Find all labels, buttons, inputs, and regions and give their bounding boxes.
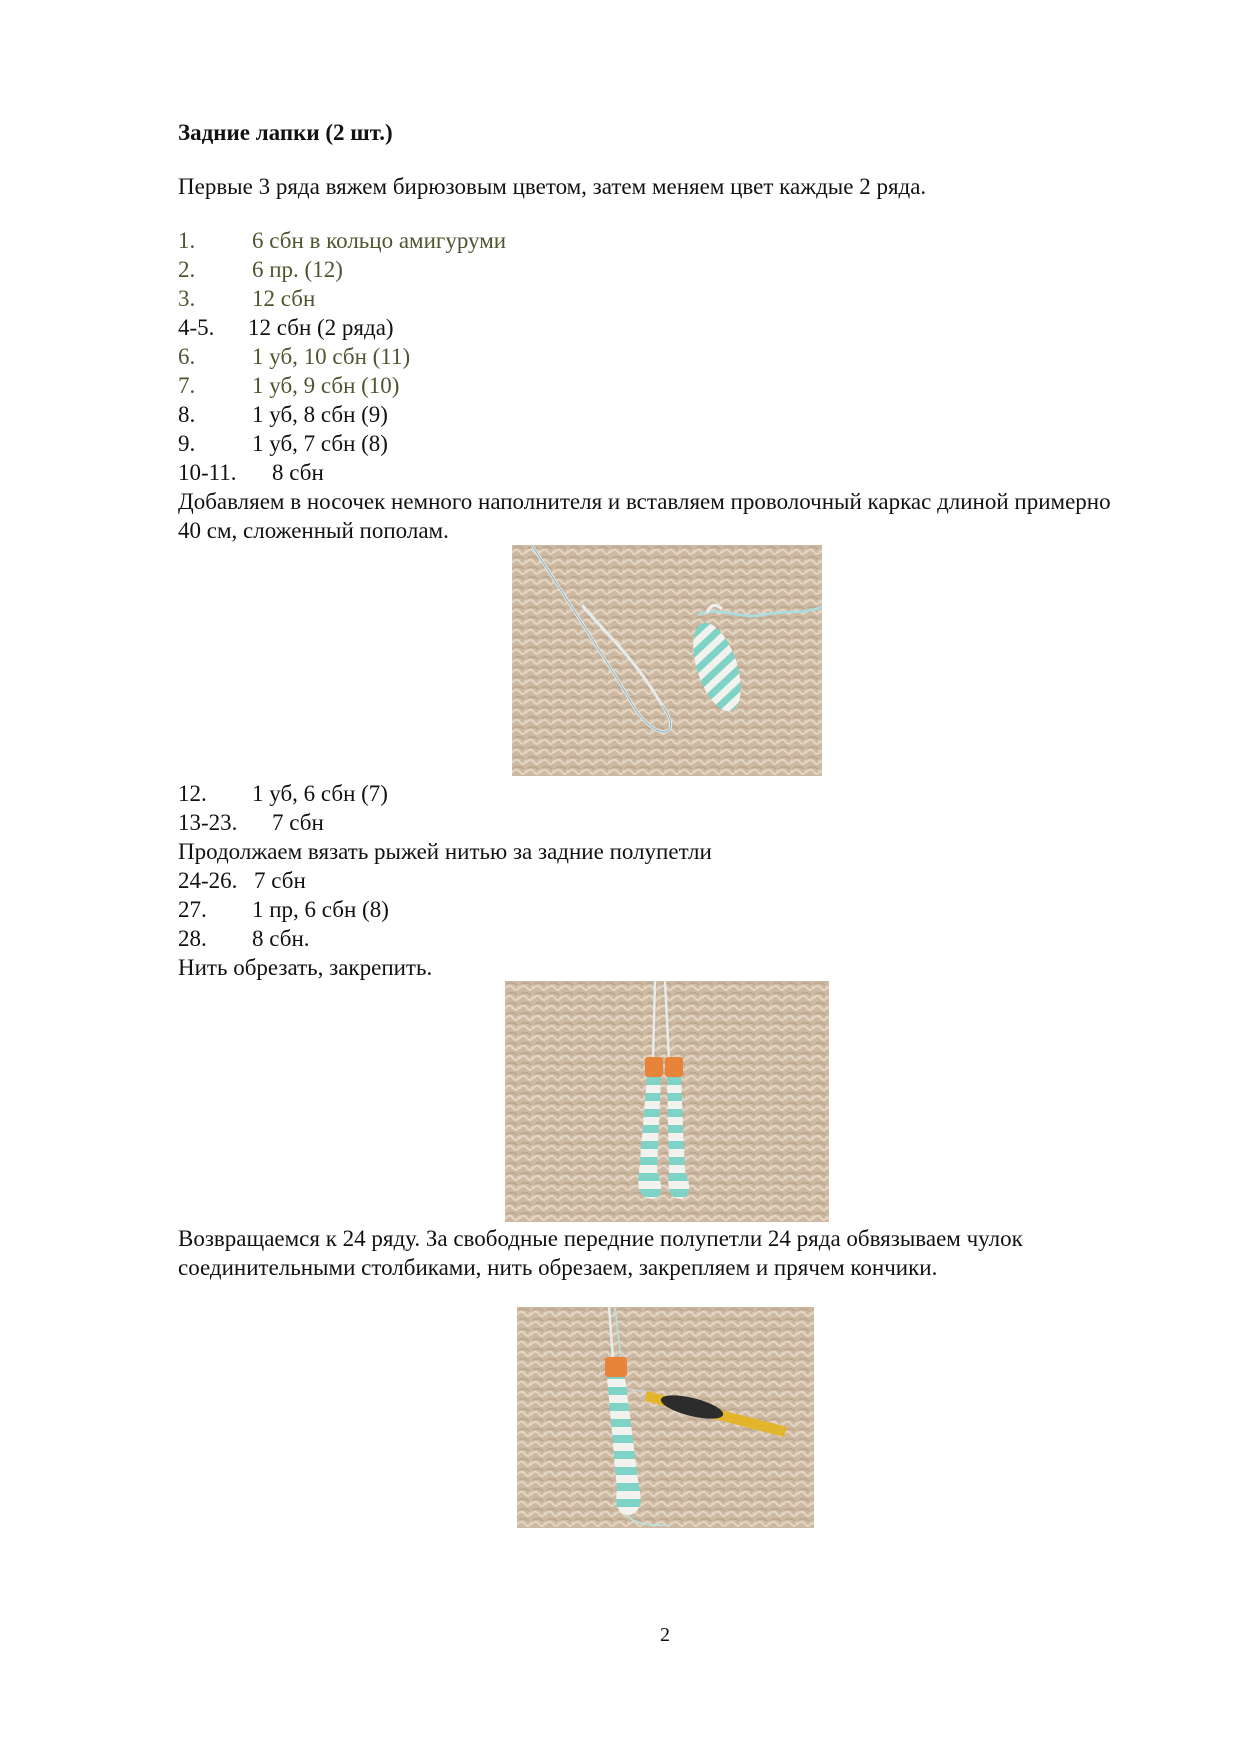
- step-row: [178, 866, 306, 895]
- step-text: 12 сбн (2 ряда): [248, 315, 394, 340]
- cut-note: Нить обрезать, закрепить.: [178, 955, 433, 980]
- step-row: [178, 400, 388, 429]
- return-note: Возвращаемся к 24 ряду. За свободные передние полупетли 24 ряда обвязываем чулок соединительными столбиками, нить обрезаем, закрепляем и прячем кончики.: [178, 1226, 1023, 1280]
- step-text: 8 сбн: [272, 460, 324, 485]
- intro-paragraph: Первые 3 ряда вяжем бирюзовым цветом, затем меняем цвет каждые 2 ряда.: [178, 174, 927, 199]
- step-text: 7 сбн: [254, 868, 306, 893]
- step-number: 1.: [178, 228, 196, 253]
- step-number: 12.: [178, 781, 207, 806]
- step-number: 13-23.: [178, 810, 238, 835]
- step-number: 6.: [178, 344, 196, 369]
- step-text: 1 пр, 6 сбн (8): [252, 897, 389, 922]
- step-text: 6 пр. (12): [252, 257, 343, 282]
- step-number: 27.: [178, 897, 207, 922]
- step-row: [178, 429, 388, 458]
- step-row: [178, 313, 394, 342]
- step-row: [178, 808, 324, 837]
- step-row: [178, 924, 310, 953]
- step-row: [178, 284, 315, 313]
- page-number: 2: [660, 1624, 670, 1646]
- step-number: 24-26.: [178, 868, 238, 893]
- step-number: 8.: [178, 402, 196, 427]
- step-number: 28.: [178, 926, 207, 951]
- step-row: [178, 255, 343, 284]
- step-text: 1 уб, 8 сбн (9): [252, 402, 388, 427]
- orange-yarn-note: Продолжаем вязать рыжей нитью за задние полупетли: [178, 839, 712, 864]
- step-row: [178, 458, 324, 487]
- step-row: [178, 895, 389, 924]
- step-text: 12 сбн: [252, 286, 316, 311]
- step-text: 1 уб, 7 сбн (8): [252, 431, 388, 456]
- step-number: 9.: [178, 431, 196, 456]
- step-row: [178, 226, 506, 255]
- step-text: 7 сбн: [272, 810, 324, 835]
- step-text: 1 уб, 6 сбн (7): [252, 781, 388, 806]
- step-row: [178, 342, 410, 371]
- photo-wire-frame: [512, 545, 822, 776]
- step-text: 8 сбн.: [252, 926, 310, 951]
- step-row: [178, 371, 399, 400]
- step-row: [178, 779, 388, 808]
- step-number: 2.: [178, 257, 196, 282]
- step-text: 1 уб, 10 сбн (11): [252, 344, 411, 369]
- step-number: 4-5.: [178, 315, 215, 340]
- step-number: 10-11.: [178, 460, 237, 485]
- step-number: 3.: [178, 286, 196, 311]
- step-text: 6 сбн в кольцо амигуруми: [252, 228, 507, 253]
- photo-two-legs: [505, 981, 829, 1222]
- filler-note: Добавляем в носочек немного наполнителя и вставляем проволочный каркас длиной примерно 40 см, сложенный пополам.: [178, 489, 1111, 543]
- photo-leg-with-hook: [517, 1307, 814, 1528]
- section-title: Задние лапки (2 шт.): [178, 120, 393, 145]
- step-text: 1 уб, 9 сбн (10): [252, 373, 400, 398]
- step-number: 7.: [178, 373, 196, 398]
